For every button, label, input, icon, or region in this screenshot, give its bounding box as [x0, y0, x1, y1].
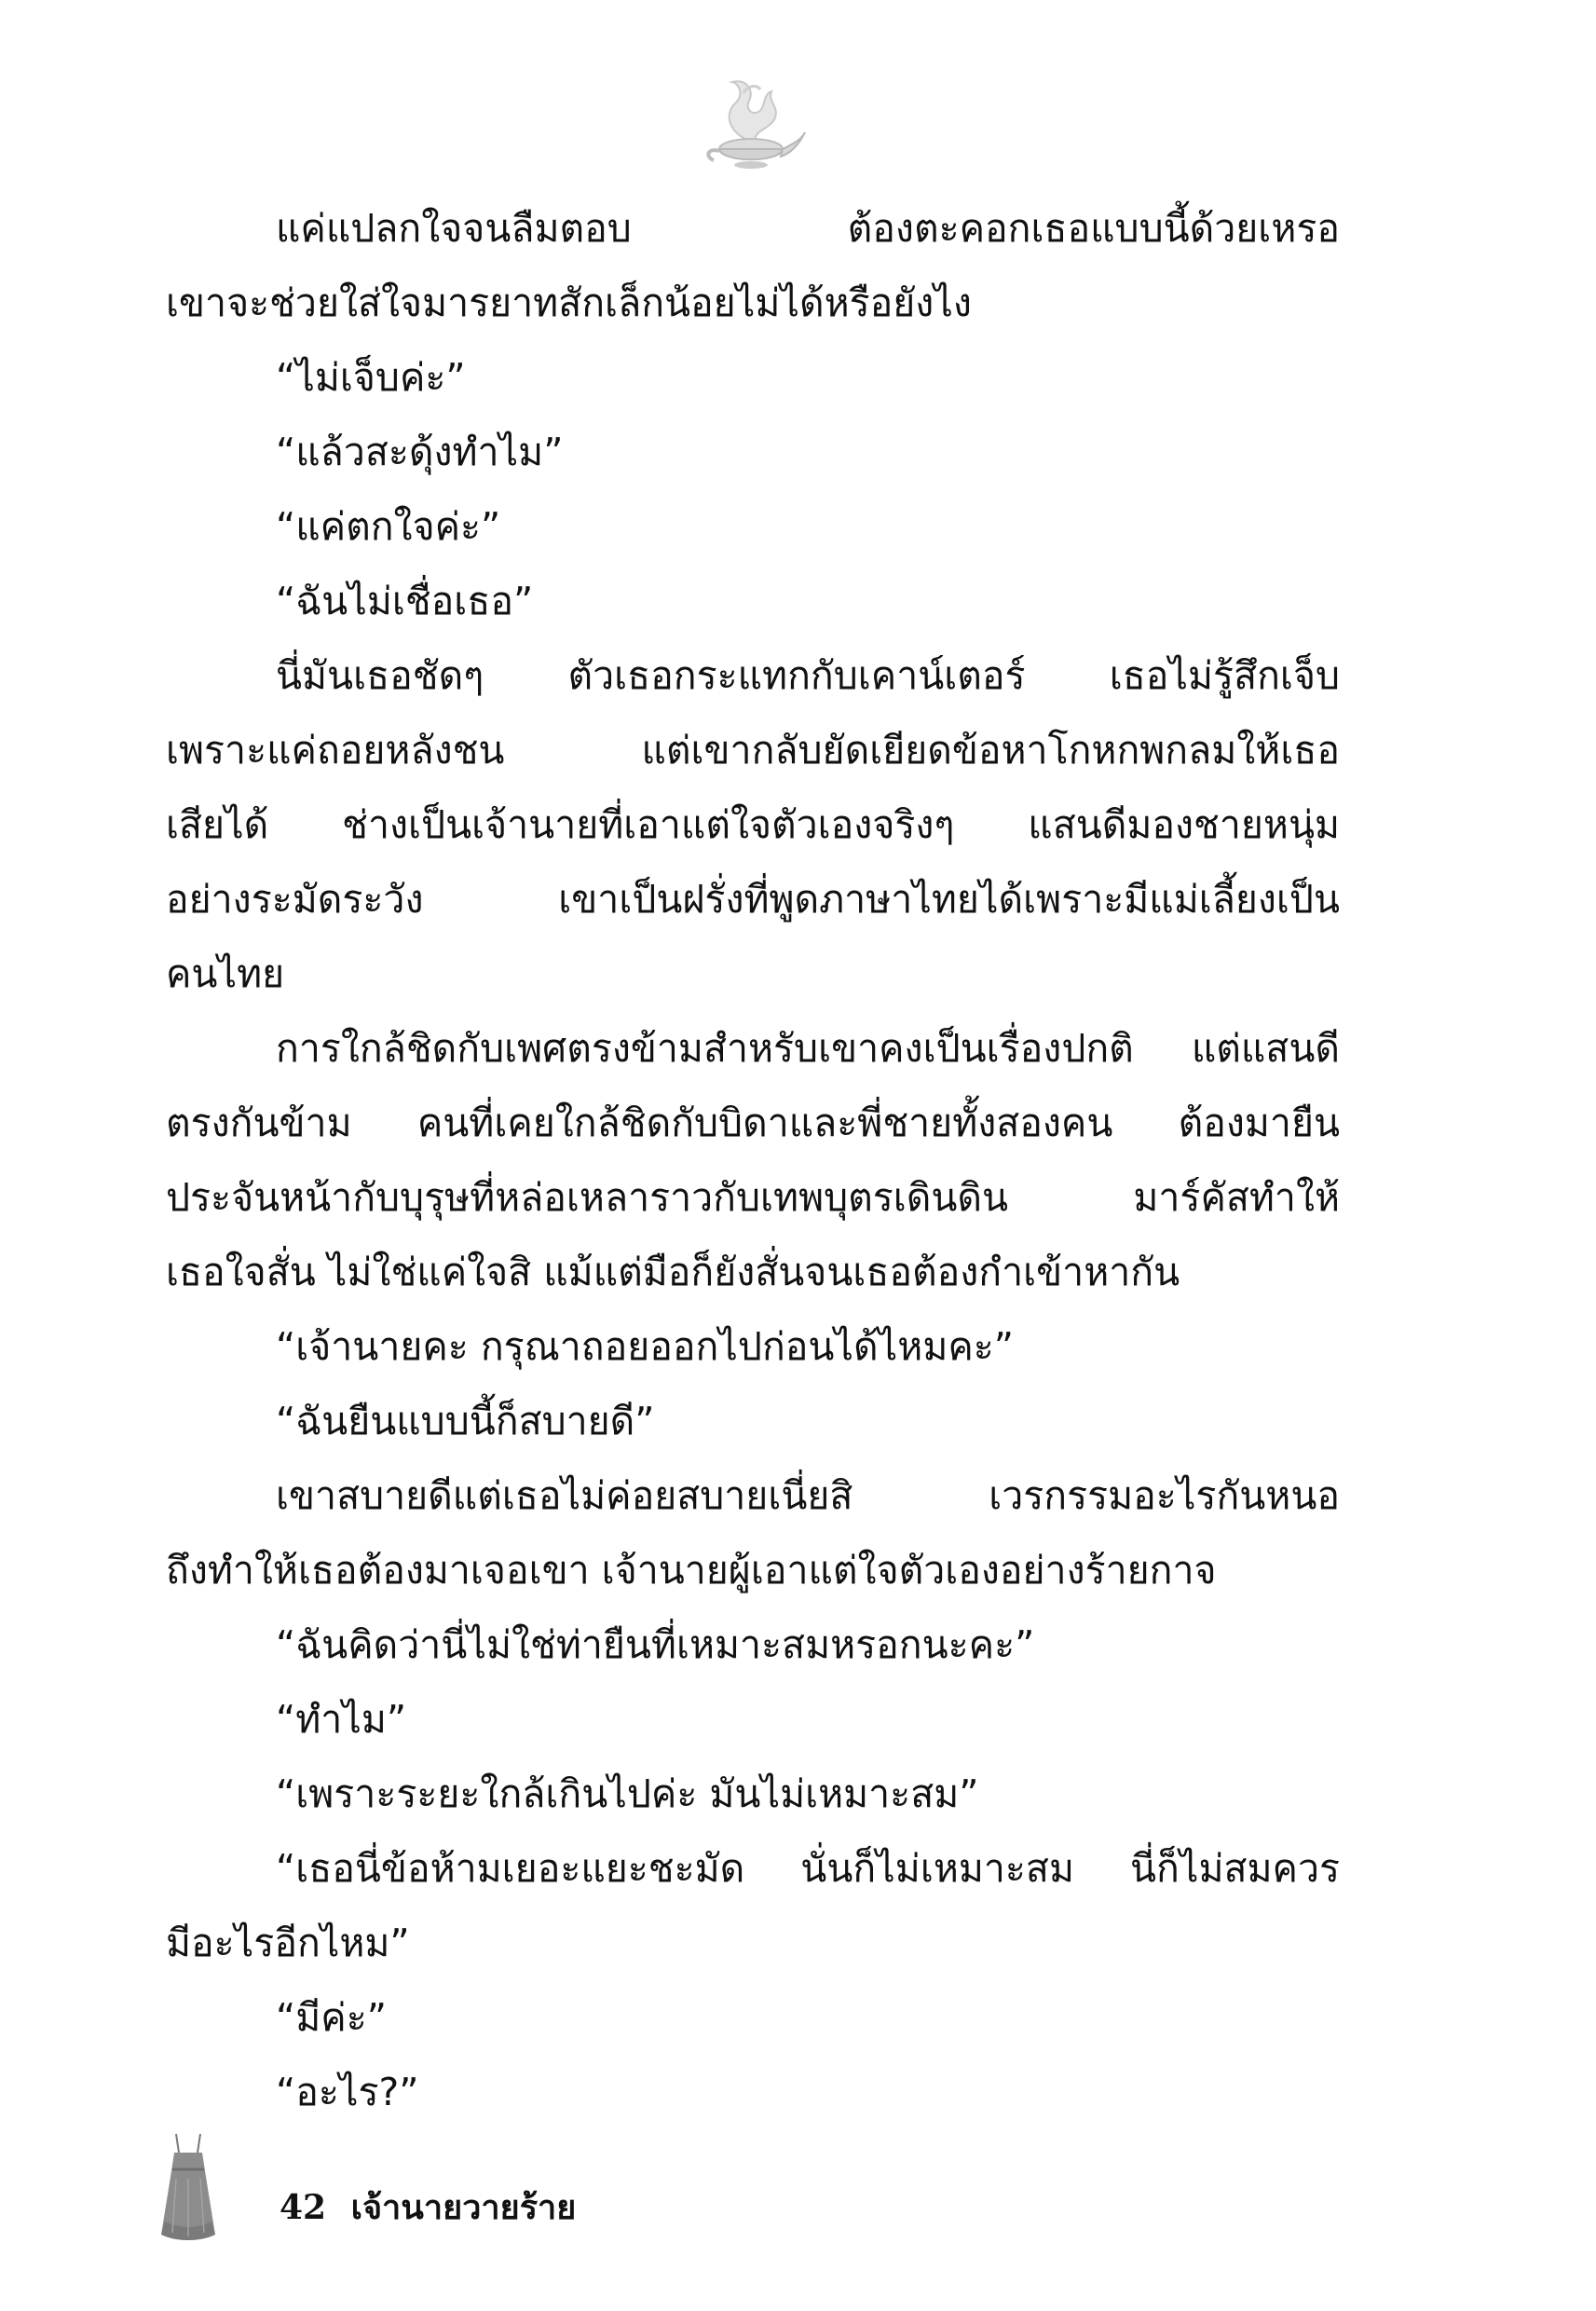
text-line: เธอใจสั่น ไม่ใช่แค่ใจสิ แม้แต่มือก็ยังสั่นจนเธอต้องกำเข้าหากัน	[166, 1250, 1180, 1294]
body-text	[166, 191, 1340, 2129]
page-footer	[280, 2181, 589, 2234]
text-line: ตรงกันข้าม คนที่เคยใกล้ชิดกับบิดาและพี่ชายทั้งสองคน ต้องมายืน	[166, 1101, 1340, 1145]
text-line: ถึงทำให้เธอต้องมาเจอเขา เจ้านายผู้เอาแต่ใจตัวเองอย่างร้ายกาจ	[166, 1548, 1217, 1593]
text-line: “เธอนี่ข้อห้ามเยอะแยะชะมัด นั่นก็ไม่เหมาะสม นี่ก็ไม่สมควร	[276, 1846, 1340, 1891]
text-line: “ฉันคิดว่านี่ไม่ใช่ท่ายืนที่เหมาะสมหรอกนะคะ”	[276, 1622, 1035, 1667]
text-line: “อะไร?”	[276, 2070, 419, 2114]
text-line: “ฉันไม่เชื่อเธอ”	[276, 579, 534, 623]
text-line: “ไม่เจ็บค่ะ”	[276, 355, 466, 400]
text-line: อย่างระมัดระวัง เขาเป็นฝรั่งที่พูดภาษาไทยได้เพราะมีแม่เลี้ยงเป็น	[166, 877, 1340, 922]
text-line: นี่มันเธอชัดๆ ตัวเธอกระแทกกับเคาน์เตอร์ เธอไม่รู้สึกเจ็บ	[276, 653, 1340, 698]
text-line: มีอะไรอีกไหม”	[166, 1921, 410, 1965]
text-line: คนไทย	[166, 951, 285, 996]
text-line: “เจ้านายคะ กรุณาถอยออกไปก่อนได้ไหมคะ”	[276, 1324, 1015, 1369]
text-line: เพราะแค่ถอยหลังชน แต่เขากลับยัดเยียดข้อหาโกหกพกลมให้เธอ	[166, 728, 1340, 773]
dress-icon	[154, 2132, 224, 2246]
text-line: ประจันหน้ากับบุรุษที่หล่อเหลาราวกับเทพบุตรเดินดิน มาร์คัสทำให้	[166, 1175, 1340, 1220]
text-line: “เพราะระยะใกล้เกินไปค่ะ มันไม่เหมาะสม”	[276, 1771, 979, 1816]
text-line: เขาจะช่วยใส่ใจมารยาทสักเล็กน้อยไม่ได้หรือยังไง	[166, 280, 972, 325]
text-line: การใกล้ชิดกับเพศตรงข้ามสำหรับเขาคงเป็นเรื่องปกติ แต่แสนดี	[276, 1026, 1340, 1071]
text-line: “แค่ตกใจค่ะ”	[276, 504, 501, 549]
text-line: แค่แปลกใจจนลืมตอบ ต้องตะคอกเธอแบบนี้ด้วยเหรอ	[276, 206, 1340, 251]
magic-lamp-icon	[689, 75, 811, 177]
text-line: “แล้วสะดุ้งทำไม”	[276, 430, 564, 474]
page-number: 42	[280, 2188, 327, 2227]
text-line: “ทำไม”	[276, 1697, 407, 1742]
text-line: เสียได้ ช่างเป็นเจ้านายที่เอาแต่ใจตัวเองจริงๆ แสนดีมองชายหนุ่ม	[166, 802, 1340, 847]
text-line: “มีค่ะ”	[276, 1995, 387, 2040]
text-line: เขาสบายดีแต่เธอไม่ค่อยสบายเนี่ยสิ เวรกรรมอะไรกันหนอ	[276, 1473, 1340, 1518]
book-title: เจ้านายวายร้าย	[350, 2188, 577, 2227]
text-line: “ฉันยืนแบบนี้ก็สบายดี”	[276, 1399, 655, 1443]
